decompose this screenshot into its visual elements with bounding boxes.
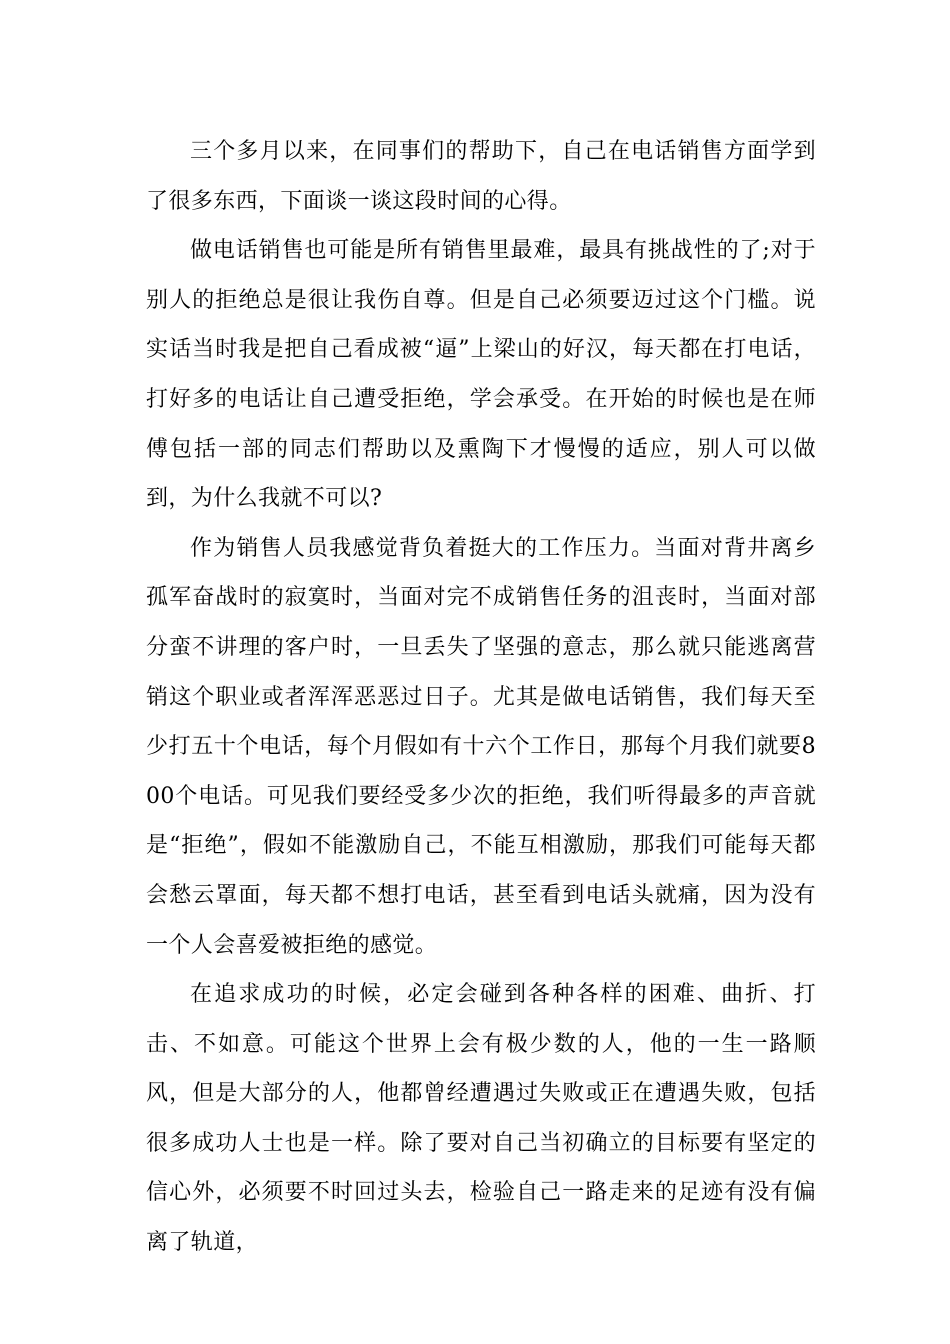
document-body (146, 127, 816, 1268)
paragraph-1: 三个多月以来，在同事们的帮助下，自己在电话销售方面学到了很多东西，下面谈一谈这段时间的心得。 (146, 139, 816, 214)
paragraph-3: 作为销售人员我感觉背负着挺大的工作压力。当面对背井离乡孤军奋战时的寂寞时，当面对完不成销售任务的沮丧时，当面对部分蛮不讲理的客户时，一旦丢失了坚强的意志，那么就只能逃离营销这个职业或者浑浑恶恶过日子。尤其是做电话销售，我们每天至少打五十个电话，每个月假如有十六个工作日，那每个月我们就要800个电话。可见我们要经受多少次的拒绝，我们听得最多的声音就是“拒绝”，假如不能激励自己，不能互相激励，那我们可能每天都会愁云罩面，每天都不想打电话，甚至看到电话头就痛，因为没有一个人会喜爱被拒绝的感觉。 (146, 535, 816, 958)
paragraph-2: 做电话销售也可能是所有销售里最难，最具有挑战性的了;对于别人的拒绝总是很让我伤自尊。但是自己必须要迈过这个门槛。说实话当时我是把自己看成被“逼”上梁山的好汉，每天都在打电话，打好多的电话让自己遭受拒绝，学会承受。在开始的时候也是在师傅包括一部的同志们帮助以及熏陶下才慢慢的适应，别人可以做到，为什么我就不可以? (146, 238, 816, 512)
paragraph-4: 在追求成功的时候，必定会碰到各种各样的困难、曲折、打击、不如意。可能这个世界上会有极少数的人，他的一生一路顺风，但是大部分的人，他都曾经遭遇过失败或正在遭遇失败，包括很多成功人士也是一样。除了要对自己当初确立的目标要有坚定的信心外，必须要不时回过头去，检验自己一路走来的足迹有没有偏离了轨道， (146, 982, 816, 1256)
